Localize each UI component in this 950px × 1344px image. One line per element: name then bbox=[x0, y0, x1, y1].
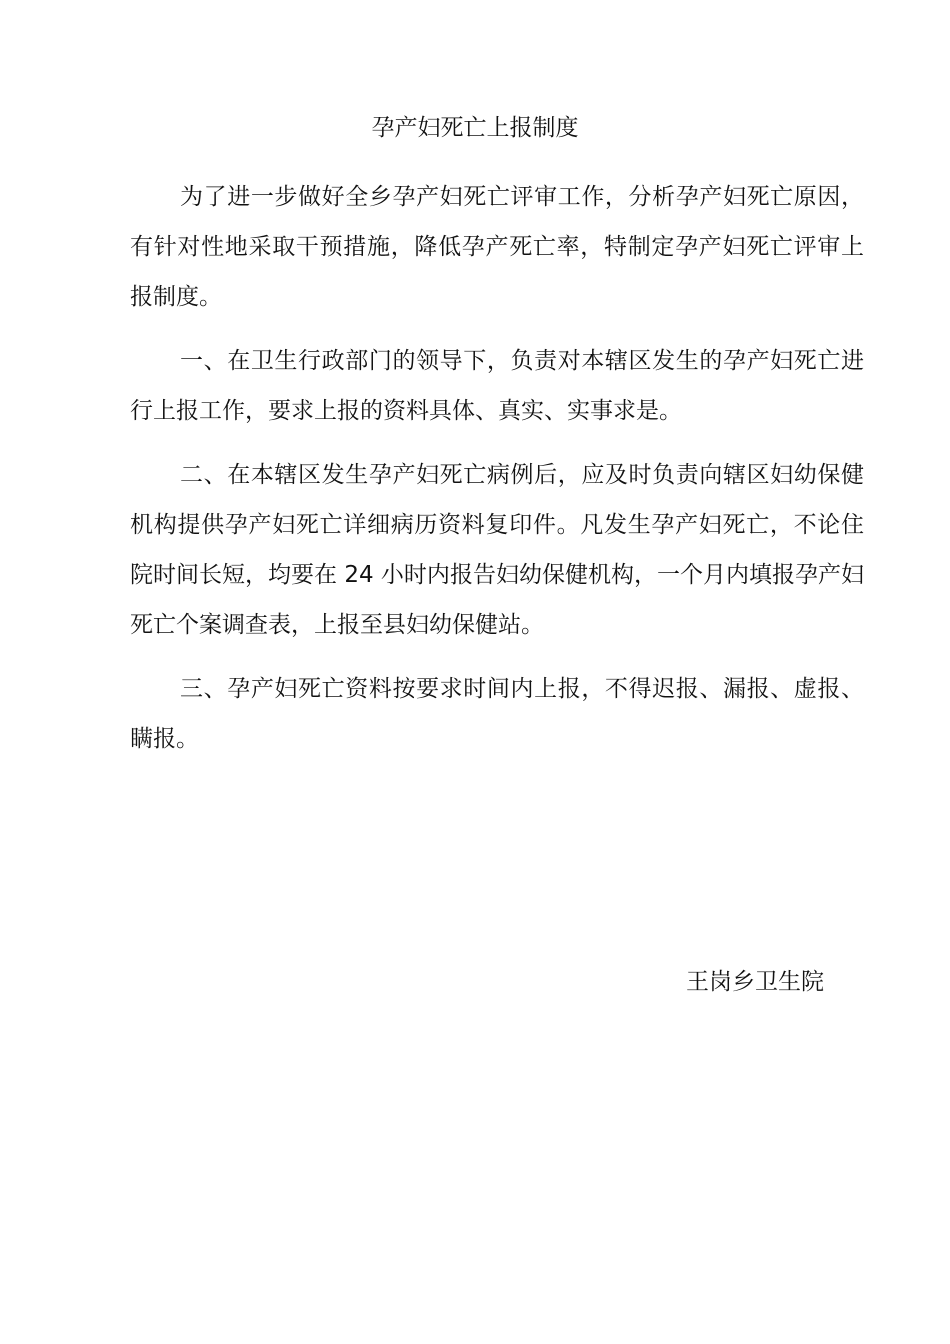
paragraph-item-1: 一、在卫生行政部门的领导下，负责对本辖区发生的孕产妇死亡进行上报工作，要求上报的资料具体、真实、实事求是。 bbox=[130, 348, 864, 424]
document-body bbox=[130, 172, 864, 778]
document-title: 孕产妇死亡上报制度 bbox=[371, 115, 579, 141]
signature-organization: 王岗乡卫生院 bbox=[686, 969, 824, 995]
paragraph-item-2: 二、在本辖区发生孕产妇死亡病例后，应及时负责向辖区妇幼保健机构提供孕产妇死亡详细病历资料复印件。凡发生孕产妇死亡，不论住院时间长短，均要在 24 小时内报告妇幼保健机构，一个月内填报孕产妇死亡个案调查表，上报至县妇幼保健站。 bbox=[130, 462, 864, 638]
paragraph-item-3: 三、孕产妇死亡资料按要求时间内上报，不得迟报、漏报、虚报、瞒报。 bbox=[130, 676, 864, 752]
paragraph-intro: 为了进一步做好全乡孕产妇死亡评审工作，分析孕产妇死亡原因，有针对性地采取干预措施，降低孕产死亡率，特制定孕产妇死亡评审上报制度。 bbox=[130, 184, 864, 310]
